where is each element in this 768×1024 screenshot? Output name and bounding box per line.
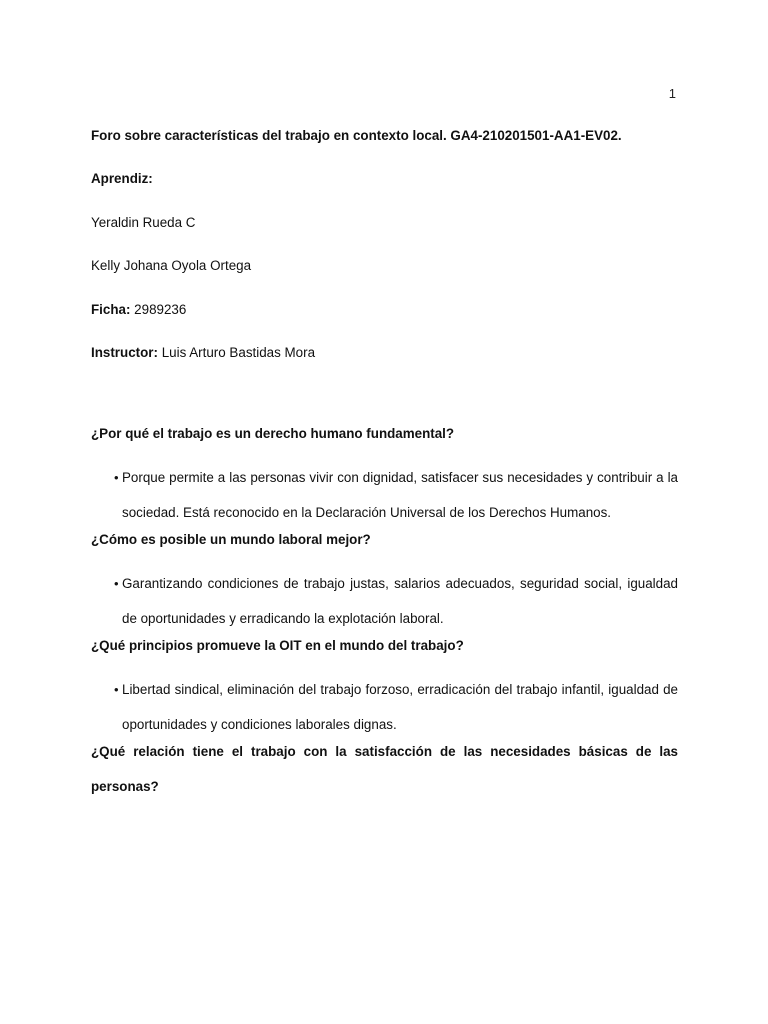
answer-1 [91,460,678,530]
section-spacer [91,389,678,426]
document-title: Foro sobre características del trabajo en contexto local. GA4-210201501-AA1-EV02. [91,128,622,143]
aprendiz-name-1: Yeraldin Rueda C [91,214,196,230]
bullet-icon: • [114,575,119,591]
page-number: 1 [668,86,676,101]
question-3: ¿Qué principios promueve la OIT en el mundo del trabajo? [91,637,464,653]
answer-2 [91,566,678,636]
bullet-icon: • [114,469,119,485]
aprendiz-name-2: Kelly Johana Oyola Ortega [91,258,252,273]
question-2: ¿Cómo es posible un mundo laboral mejor? [91,531,371,547]
aprendiz-label: Aprendiz: [91,171,153,186]
question-4: ¿Qué relación tiene el trabajo con la satisfacción de las necesidades básicas de las personas? [91,743,678,794]
answer-2-text: Garantizando condiciones de trabajo justas, salarios adecuados, seguridad social, igualdad de oportunidades y erradicando la explotación laboral. [122,575,678,626]
ficha-line [91,302,678,346]
answer-1-text: Porque permite a las personas vivir con dignidad, satisfacer sus necesidades y contribuir a la sociedad. Está reconocido en la Declaración Universal de los Derechos Humanos. [122,469,678,520]
ficha-label: Ficha: [91,301,131,317]
ficha-value: 2989236 [134,301,187,317]
document-body [91,128,678,804]
instructor-line [91,345,678,389]
bullet-icon: • [114,681,119,697]
instructor-value: Luis Arturo Bastidas Mora [161,345,316,360]
instructor-label: Instructor: [91,345,158,360]
aprendiz-label-line [91,171,678,215]
answer-3-text: Libertad sindical, eliminación del trabajo forzoso, erradicación del trabajo infantil, igualdad de oportunidades y condiciones laborales dignas. [122,681,678,732]
answer-3 [91,672,678,742]
question-1: ¿Por qué el trabajo es un derecho humano fundamental? [91,425,455,441]
